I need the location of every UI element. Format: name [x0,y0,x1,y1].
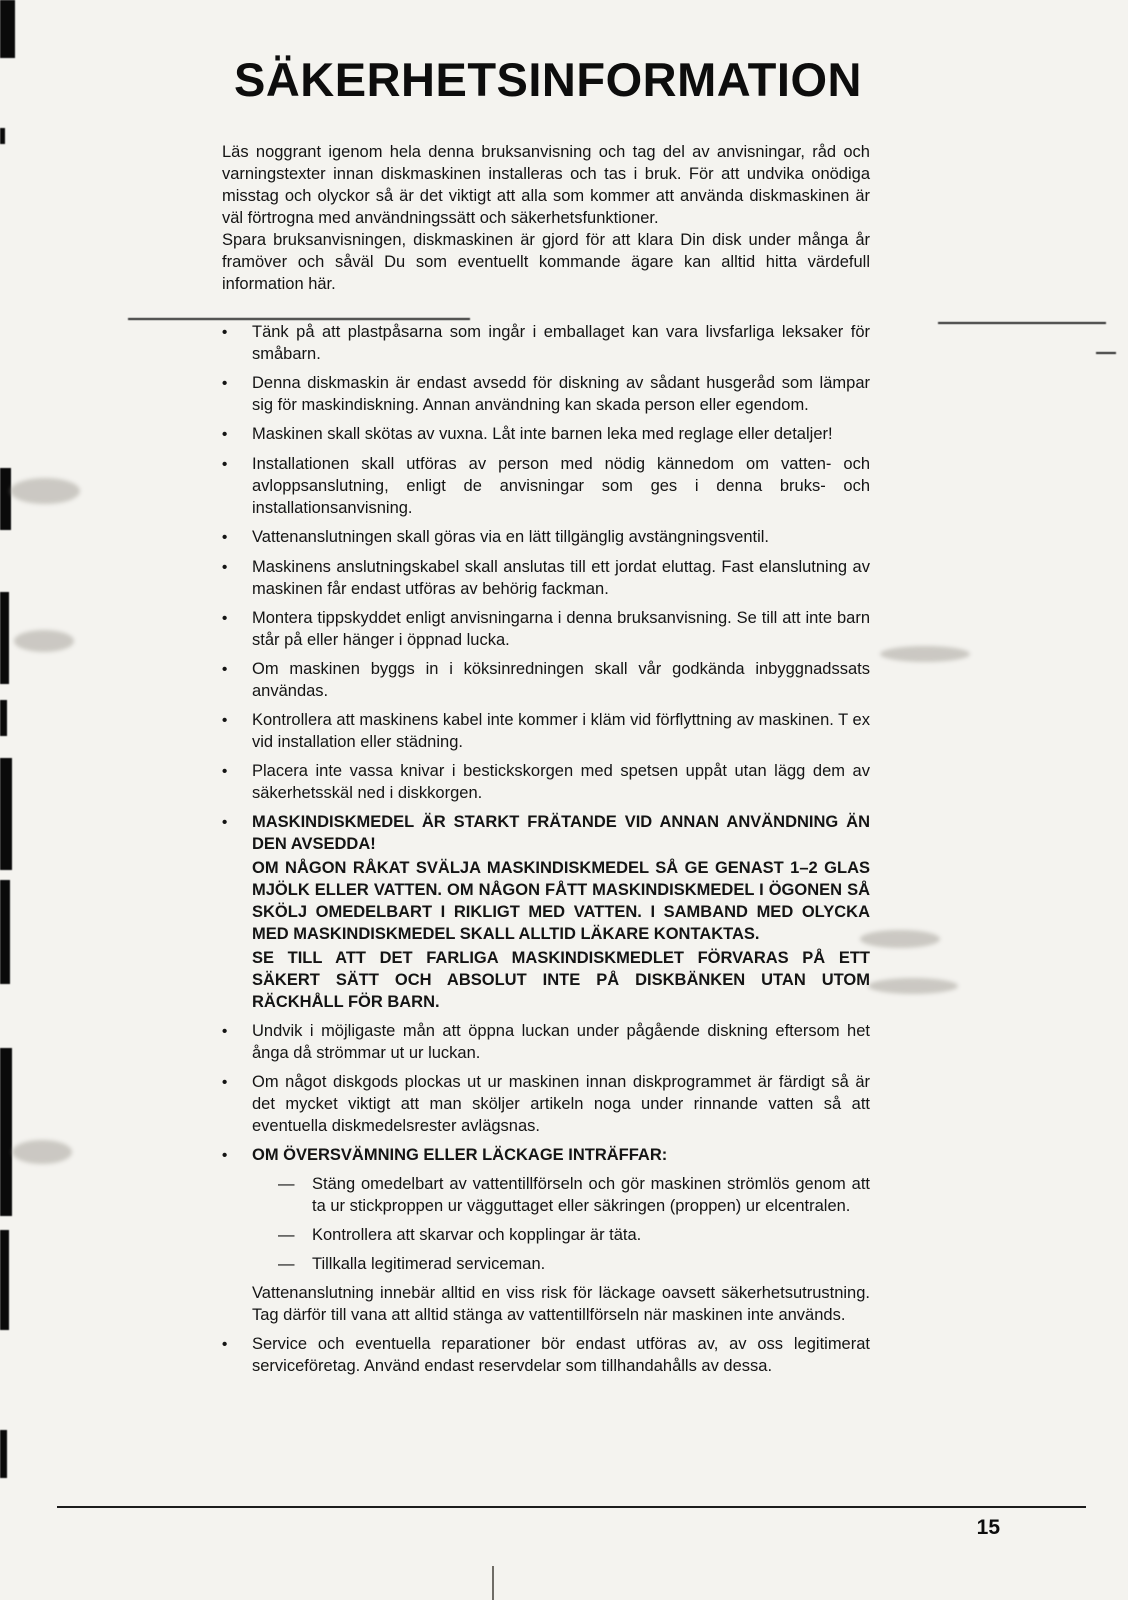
bullet-item [222,709,870,753]
scan-artifact [0,0,15,58]
bullet-paragraph: Kontrollera att maskinens kabel inte kommer i kläm vid förflyttning av maskinen. T ex vid installation eller städning. [252,711,870,751]
bullet-item [222,1144,870,1326]
bullet-item [222,423,870,446]
scan-artifact [0,128,5,144]
bullet-paragraph: SE TILL ATT DET FARLIGA MASKINDISKMEDLET FÖRVARAS PÅ ETT SÄKERT SÄTT OCH ABSOLUT INTE PÅ DISKBÄNKEN UTAN UTOM RÄCKHÅLL FÖR BARN. [252,949,870,1011]
bullet-text [252,1071,870,1137]
bullet-text [252,709,870,753]
scan-artifact [0,468,11,530]
bullet-paragraph: Service och eventuella reparationer bör endast utföras av, av oss legitimerat serviceföretag. Använd endast reservdelar som tillhandahålls av dessa. [252,1335,870,1375]
scan-smudge [14,630,74,652]
bullet-paragraph: Om något diskgods plockas ut ur maskinen innan diskprogrammet är färdigt så är det mycket viktigt att man sköljer artikeln noga under rinnande vatten så att eventuella diskmedelsrester avlägsnas. [252,1073,870,1135]
bullet-item [222,453,870,519]
bullet-paragraph: OM ÖVERSVÄMNING ELLER LÄCKAGE INTRÄFFAR: [252,1146,668,1164]
bullet-item [222,372,870,416]
bullet-text [252,372,870,416]
bullet-paragraph: Placera inte vassa knivar i bestickskorgen med spetsen uppåt utan lägg dem av säkerhetsskäl ned i diskkorgen. [252,762,870,802]
bullet-item [222,811,870,1013]
bullet-paragraph: Maskinen skall skötas av vuxna. Låt inte barnen leka med reglage eller detaljer! [252,425,833,443]
bullet-paragraph: OM NÅGON RÅKAT SVÄLJA MASKINDISKMEDEL SÅ GE GENAST 1–2 GLAS MJÖLK ELLER VATTEN. OM NÅGON FÅTT MASKINDISKMEDEL I ÖGONEN SÅ SKÖLJ OMEDELBART I RIKLIGT MED VATTEN. I SAMBAND MED OLYCKA MED MASKINDISKMEDEL SKALL ALLTID LÄKARE KONTAKTAS. [252,859,870,943]
bullet-item [222,321,870,365]
scan-artifact [0,758,12,870]
bullet-marker-icon: • [222,1023,228,1040]
bullet-paragraph: Tänk på att plastpåsarna som ingår i emballaget kan vara livsfarliga leksaker för småbarn. [252,323,870,363]
bullet-item [222,607,870,651]
scan-artifact [0,700,7,736]
bullet-text [252,1333,870,1377]
dash-paragraph: Tillkalla legitimerad serviceman. [312,1255,546,1273]
scan-smudge [10,478,80,504]
bullet-text [252,526,870,549]
bullet-paragraph: Maskinens anslutningskabel skall anslutas till ett jordat eluttag. Fast elanslutning av maskinen får endast utföras av behörig fackman. [252,558,870,598]
bullet-marker-icon: • [222,610,228,627]
bullet-item [222,760,870,804]
bullet-text [252,607,870,651]
scan-artifact [0,1430,7,1478]
bullet-paragraph: MASKINDISKMEDEL ÄR STARKT FRÄTANDE VID ANNAN ANVÄNDNING ÄN DEN AVSEDDA! [252,813,870,853]
bullet-after-paragraph: Vattenanslutning innebär alltid en viss risk för läckage oavsett säkerhetsutrustning. Tag därför till vana att alltid stänga av vattentillförseln när maskinen inte används. [252,1284,870,1324]
dash-marker-icon: — [278,1175,295,1193]
bullet-marker-icon: • [222,661,228,678]
bullet-marker-icon: • [222,324,228,341]
bullet-item [222,1020,870,1064]
dash-paragraph: Stäng omedelbart av vattentillförseln och gör maskinen strömlös genom att ta ur stickproppen ur vägguttaget eller säkringen (proppen) ur elcentralen. [312,1175,870,1215]
scan-line [938,322,1106,324]
dash-paragraph: Kontrollera att skarvar och kopplingar är täta. [312,1226,642,1244]
bullet-marker-icon: • [222,1074,228,1091]
bullet-item [222,1071,870,1137]
page-content [222,52,870,1384]
scan-smudge [12,1140,72,1164]
scan-artifact [0,1048,12,1216]
footer-rule [57,1506,1086,1508]
dash-marker-icon: — [278,1255,295,1273]
page-title: SÄKERHETSINFORMATION [234,53,862,106]
intro-paragraph: Spara bruksanvisningen, diskmaskinen är gjord för att klara Din disk under många år framöver och såväl Du som eventuellt kommande ägare kan alltid hitta värdefull information här. [222,231,870,293]
dash-marker-icon: — [278,1226,295,1244]
scan-tick [492,1566,494,1600]
bullet-marker-icon: • [222,456,228,473]
bullet-text [252,760,870,804]
bullet-marker-icon: • [222,712,228,729]
scan-smudge [860,930,940,948]
scan-line [1096,352,1116,354]
bullet-paragraph: Installationen skall utföras av person med nödig kännedom om vatten- och avloppsanslutning, enligt de anvisningar som ges i denna bruks- och installationsanvisning. [252,455,870,517]
bullet-list [222,321,870,1377]
bullet-marker-icon: • [222,763,228,780]
bullet-item [222,526,870,549]
bullet-item [222,1333,870,1377]
bullet-paragraph: Vattenanslutningen skall göras via en lätt tillgänglig avstängningsventil. [252,528,770,546]
bullet-marker-icon: • [222,1336,228,1353]
bullet-text [252,556,870,600]
bullet-marker-icon: • [222,814,228,831]
dash-item [278,1173,870,1217]
bullet-text [252,423,870,446]
scan-smudge [868,978,958,994]
bullet-marker-icon: • [222,529,228,546]
bullet-text [252,1144,870,1326]
bullet-item [222,556,870,600]
intro-section [222,141,870,295]
bullet-paragraph: Om maskinen byggs in i köksinredningen skall vår godkända inbyggnadssats användas. [252,660,870,700]
bullet-marker-icon: • [222,375,228,392]
bullet-paragraph: Denna diskmaskin är endast avsedd för diskning av sådant husgeråd som lämpar sig för maskindiskning. Annan användning kan skada person eller egendom. [252,374,870,414]
intro-paragraph: Läs noggrant igenom hela denna bruksanvisning och tag del av anvisningar, råd och varningstexter innan diskmaskinen installeras och tas i bruk. För att undvika onödiga misstag och olyckor så är det viktigt att alla som kommer att använda diskmaskinen är väl förtrogna med användningssätt och säkerhetsfunktioner. [222,143,870,227]
bullet-text [252,453,870,519]
bullet-text [252,658,870,702]
dash-item [278,1224,870,1246]
bullet-item [222,658,870,702]
scan-artifact [0,592,9,684]
scan-artifact [0,880,10,984]
scan-smudge [880,646,970,662]
bullet-paragraph: Undvik i möjligaste mån att öppna luckan under pågående diskning eftersom het ånga då strömmar ut ur luckan. [252,1022,870,1062]
bullet-marker-icon: • [222,559,228,576]
page-number: 15 [976,1516,1000,1539]
bullet-marker-icon: • [222,1147,228,1164]
bullet-paragraph: Montera tippskyddet enligt anvisningarna i denna bruksanvisning. Se till att inte barn står på eller hänger i öppnad lucka. [252,609,870,649]
bullet-text [252,1020,870,1064]
bullet-marker-icon: • [222,426,228,443]
bullet-text [252,811,870,1013]
scan-artifact [0,1230,9,1330]
dash-item [278,1253,870,1275]
bullet-text [252,321,870,365]
